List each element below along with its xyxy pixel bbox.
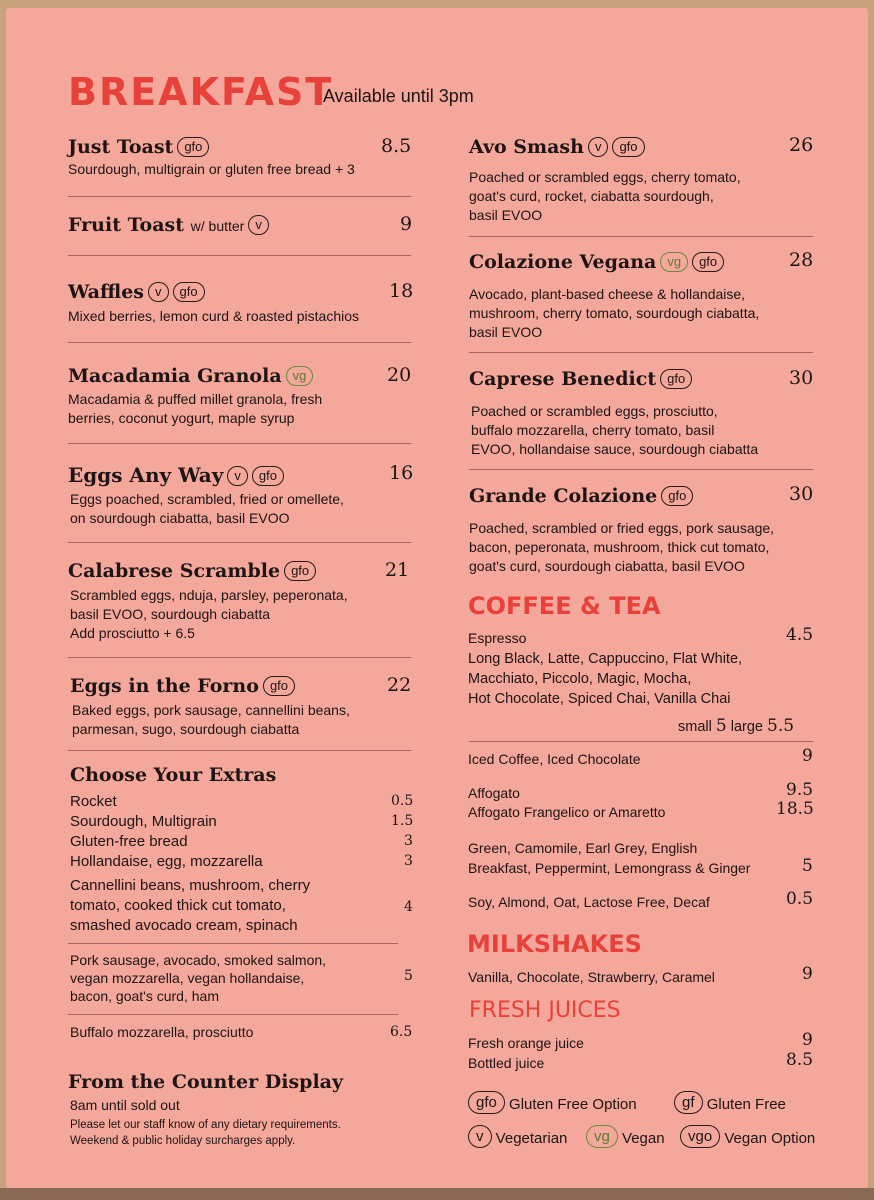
gfo-badge: gfo: [468, 1091, 505, 1114]
extra-row: Gluten-free bread: [70, 833, 188, 850]
price: 6.5: [390, 1024, 413, 1040]
gfo-badge: gfo: [177, 137, 209, 157]
item-description: Poached, scrambled or fried eggs, pork sausage,: [469, 520, 775, 536]
price: 16: [389, 462, 414, 484]
item-description: Sourdough, multigrain or gluten free bread + 3: [68, 161, 355, 177]
price: 30: [789, 483, 814, 505]
drink-row: Espresso: [468, 630, 527, 646]
item-description: Poached or scrambled eggs, cherry tomato,: [469, 169, 741, 185]
size-prices: small 5 large 5.5: [678, 716, 795, 736]
page-title: BREAKFAST: [68, 70, 334, 114]
section-title-juices: FRESH JUICES: [469, 998, 621, 1023]
drink-row: Affogato: [468, 785, 520, 801]
gfo-badge: gfo: [612, 137, 644, 157]
extra-row: vegan mozzarella, vegan hollandaise,: [70, 970, 305, 986]
menu-item-calabrese-scramble: Calabrese Scramble gfo: [68, 560, 316, 582]
item-description: basil EVOO: [469, 324, 543, 340]
drink-row: Macchiato, Piccolo, Magic, Mocha,: [468, 671, 692, 687]
menu-item-eggs-in-the-forno: Eggs in the Forno gfo: [70, 675, 295, 697]
price: 28: [789, 249, 814, 271]
v-badge: v: [148, 282, 169, 302]
price: 9: [802, 964, 813, 984]
section-title-coffee: COFFEE & TEA: [468, 592, 661, 620]
price: 30: [789, 367, 814, 389]
divider: [469, 469, 813, 470]
extra-row: Hollandaise, egg, mozzarella: [70, 853, 263, 870]
menu-item-avo-smash: Avo Smash v gfo: [469, 136, 645, 158]
gfo-badge: gfo: [252, 466, 284, 486]
gfo-badge: gfo: [173, 282, 205, 302]
item-description: Macadamia & puffed millet granola, fresh: [68, 391, 323, 407]
dietary-note: Please let our staff know of any dietary requirements.: [70, 1119, 341, 1131]
drink-row: Hot Chocolate, Spiced Chai, Vanilla Chai: [468, 691, 731, 707]
legend-gf: gf Gluten Free: [674, 1091, 786, 1114]
divider: [469, 236, 813, 237]
item-description: buffalo mozzarella, cherry tomato, basil: [471, 422, 715, 438]
gfo-badge: gfo: [661, 486, 693, 506]
divider: [68, 342, 411, 343]
price: 22: [387, 674, 412, 696]
vg-badge: vg: [286, 366, 314, 386]
item-description: Mixed berries, lemon curd & roasted pistachios: [68, 308, 360, 324]
extra-row: Pork sausage, avocado, smoked salmon,: [70, 952, 327, 968]
divider: [68, 657, 411, 658]
extra-row: tomato, cooked thick cut tomato,: [70, 897, 286, 914]
drink-row: Soy, Almond, Oat, Lactose Free, Decaf: [468, 894, 710, 910]
extra-row: Rocket: [70, 793, 117, 810]
item-description: goat's curd, rocket, ciabatta sourdough,: [469, 188, 714, 204]
price: 5: [404, 968, 413, 984]
menu-item-caprese-benedict: Caprese Benedict gfo: [469, 368, 692, 390]
section-title-milkshakes: MILKSHAKES: [467, 930, 642, 958]
price: 4.5: [786, 625, 814, 645]
gfo-badge: gfo: [284, 561, 316, 581]
drink-row: Affogato Frangelico or Amaretto: [468, 804, 666, 820]
gfo-badge: gfo: [263, 676, 295, 696]
divider: [68, 1014, 398, 1015]
price: 9: [802, 746, 813, 766]
extras-title: Choose Your Extras: [70, 764, 277, 786]
extra-row: Cannellini beans, mushroom, cherry: [70, 877, 311, 894]
menu-item-fruit-toast: Fruit Toast w/ butter v: [68, 214, 269, 236]
vg-badge: vg: [660, 252, 688, 272]
item-description: Add prosciutto + 6.5: [70, 625, 195, 641]
drink-row: Long Black, Latte, Cappuccino, Flat White,: [468, 651, 743, 667]
item-description: EVOO, hollandaise sauce, sourdough ciabatta: [471, 441, 759, 457]
divider: [68, 542, 411, 543]
price: 1.5: [391, 813, 414, 829]
price: 21: [385, 559, 410, 581]
gf-badge: gf: [674, 1091, 703, 1114]
price: 9.5: [786, 780, 814, 800]
price: 9: [802, 1030, 813, 1050]
divider: [68, 443, 411, 444]
drink-row: Bottled juice: [468, 1055, 545, 1071]
item-description: Scrambled eggs, nduja, parsley, peperonata,: [70, 587, 348, 603]
surcharge-note: Weekend & public holiday surcharges apply.: [70, 1135, 296, 1147]
price: 0.5: [391, 793, 414, 809]
price: 8.5: [786, 1050, 814, 1070]
item-description: goat's curd, sourdough ciabatta, basil EVOO: [469, 558, 745, 574]
price: 3: [404, 853, 413, 869]
price: 0.5: [786, 889, 814, 909]
item-description: bacon, peperonata, mushroom, thick cut tomato,: [469, 539, 770, 555]
item-description: parmesan, sugo, sourdough ciabatta: [72, 721, 300, 737]
menu-item-waffles: Waffles v gfo: [68, 281, 205, 303]
item-description: on sourdough ciabatta, basil EVOO: [70, 510, 290, 526]
price: 18: [389, 280, 414, 302]
legend-gfo: gfo Gluten Free Option: [468, 1091, 637, 1114]
drink-row: Breakfast, Peppermint, Lemongrass & Ginger: [468, 860, 751, 876]
v-badge: v: [468, 1125, 492, 1148]
extra-row: bacon, goat's curd, ham: [70, 988, 219, 1004]
item-description: Poached or scrambled eggs, prosciutto,: [471, 403, 718, 419]
divider: [68, 255, 411, 256]
gfo-badge: gfo: [692, 252, 724, 272]
price: 3: [404, 833, 413, 849]
counter-hours: 8am until sold out: [70, 1097, 180, 1113]
price: 18.5: [776, 799, 814, 819]
divider: [68, 750, 411, 751]
menu-item-eggs-any-way: Eggs Any Way v gfo: [68, 463, 284, 487]
price: 9: [400, 213, 413, 235]
item-description: basil EVOO, sourdough ciabatta: [70, 606, 271, 622]
price: 5: [802, 856, 813, 876]
drink-row: Iced Coffee, Iced Chocolate: [468, 751, 641, 767]
menu-item-just-toast: Just Toast gfo: [68, 136, 209, 158]
legend-vg: vg Vegan: [586, 1125, 665, 1148]
item-description: basil EVOO: [469, 207, 543, 223]
drink-row: Fresh orange juice: [468, 1035, 584, 1051]
divider: [68, 943, 398, 944]
item-description: mushroom, cherry tomato, sourdough ciabatta,: [469, 305, 760, 321]
menu-item-grande-colazione: Grande Colazione gfo: [469, 485, 693, 507]
gfo-badge: gfo: [660, 369, 692, 389]
price: 26: [789, 134, 814, 156]
v-badge: v: [248, 215, 269, 235]
divider: [469, 741, 813, 742]
price: 8.5: [381, 135, 412, 157]
price: 4: [404, 899, 413, 915]
item-description: Avocado, plant-based cheese & hollandaise,: [469, 286, 746, 302]
item-description: Baked eggs, pork sausage, cannellini beans,: [72, 702, 350, 718]
v-badge: v: [588, 137, 609, 157]
legend-vgo: vgo Vegan Option: [680, 1125, 815, 1148]
counter-title: From the Counter Display: [68, 1071, 344, 1093]
extra-row: Buffalo mozzarella, prosciutto: [70, 1024, 254, 1040]
table-surface: [0, 1188, 874, 1200]
extra-row: Sourdough, Multigrain: [70, 813, 217, 830]
page-subtitle: Available until 3pm: [323, 86, 474, 106]
vgo-badge: vgo: [680, 1125, 720, 1148]
price: 20: [387, 364, 412, 386]
drink-row: Green, Camomile, Earl Grey, English: [468, 840, 698, 856]
vg-badge: vg: [586, 1125, 618, 1148]
legend-v: v Vegetarian: [468, 1125, 567, 1148]
v-badge: v: [227, 466, 248, 486]
menu-item-colazione-vegana: Colazione Vegana vg gfo: [469, 251, 724, 273]
drink-row: Vanilla, Chocolate, Strawberry, Caramel: [468, 969, 715, 985]
divider: [469, 352, 813, 353]
menu-item-macadamia-granola: Macadamia Granola vg: [68, 365, 313, 387]
extra-row: smashed avocado cream, spinach: [70, 917, 298, 934]
item-description: berries, coconut yogurt, maple syrup: [68, 410, 295, 426]
item-description: Eggs poached, scrambled, fried or omellete,: [70, 491, 344, 507]
divider: [68, 196, 411, 197]
